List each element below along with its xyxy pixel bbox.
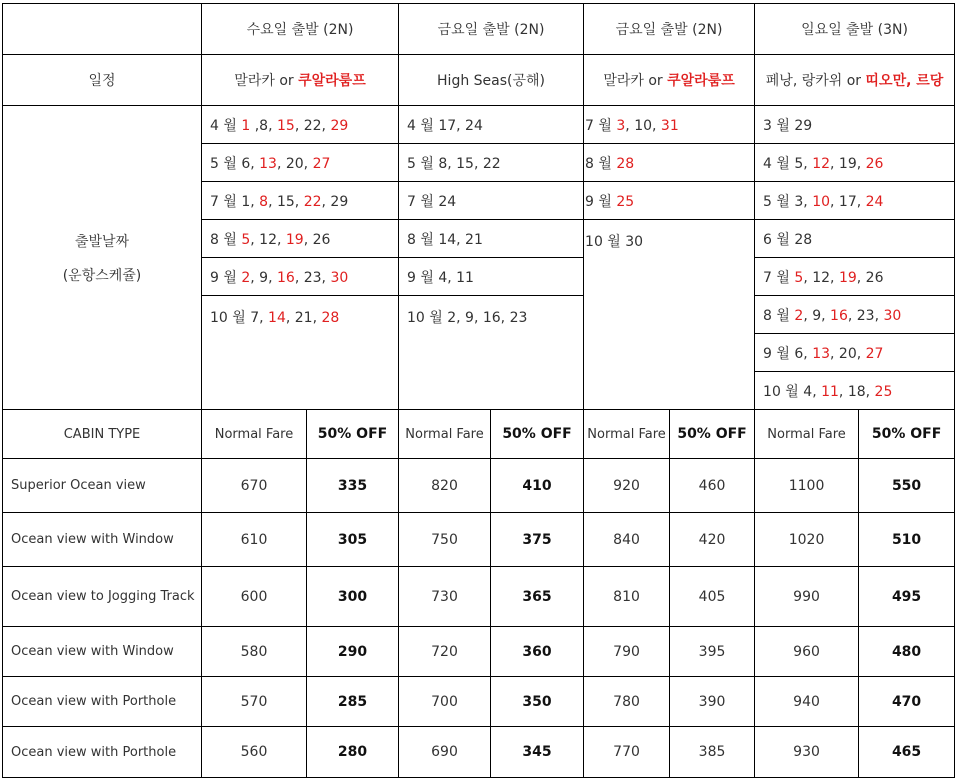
text-segment: High Seas(공해) <box>437 73 546 89</box>
date-cell <box>202 106 399 144</box>
text-segment: , 26 <box>856 269 884 286</box>
text-segment: 7 월 24 <box>407 193 457 210</box>
fare-header-row <box>3 410 955 459</box>
text-segment: 9 월 <box>585 193 617 210</box>
cabin-type-header: CABIN TYPE <box>3 410 202 459</box>
highlighted-text: 11 <box>821 383 839 400</box>
text-segment: , 17, <box>830 193 866 210</box>
normal-fare-cell: 780 <box>584 677 670 727</box>
highlighted-text: 1 <box>241 117 251 134</box>
text-segment: 5 월 8, 15, 22 <box>407 155 501 172</box>
normal-fare-cell: 920 <box>584 459 670 513</box>
discount-fare-cell: 495 <box>859 567 955 627</box>
itinerary-cell <box>755 55 955 106</box>
itinerary-cell <box>399 55 584 106</box>
discount-fare-cell: 385 <box>670 727 755 778</box>
normal-fare-cell: 940 <box>755 677 859 727</box>
text-segment: 4 월 5, <box>763 155 813 172</box>
date-cell <box>755 334 955 372</box>
discount-fare-cell: 300 <box>307 567 399 627</box>
date-cell <box>755 220 955 258</box>
highlighted-text: 3 <box>616 117 626 134</box>
discount-fare-cell: 465 <box>859 727 955 778</box>
text-segment: , 9, <box>803 307 831 324</box>
highlighted-text: 쿠알라룸프 <box>667 73 735 89</box>
text-segment: 7 월 1, <box>210 193 260 210</box>
highlighted-text: 5 <box>241 231 251 248</box>
highlighted-text: 13 <box>812 345 831 362</box>
dates-label-line: 출발날짜 <box>74 233 130 250</box>
text-segment: 7 월 <box>763 269 795 286</box>
normal-fare-cell: 600 <box>202 567 307 627</box>
highlighted-text: 30 <box>883 307 902 324</box>
discount-fare-cell: 510 <box>859 513 955 567</box>
text-segment: , 20, <box>276 155 313 172</box>
text-segment: 5 월 3, <box>763 193 813 210</box>
normal-fare-cell: 570 <box>202 677 307 727</box>
discount-fare-cell: 410 <box>491 459 584 513</box>
normal-fare-cell: 610 <box>202 513 307 567</box>
itinerary-label: 일정 <box>3 55 202 106</box>
cabin-name: Superior Ocean view <box>3 459 202 513</box>
highlighted-text: 29 <box>330 117 349 134</box>
itinerary-row <box>3 55 955 106</box>
normal-fare-header: Normal Fare <box>584 410 670 459</box>
itinerary-cell <box>584 55 755 106</box>
discount-fare-cell: 480 <box>859 627 955 677</box>
cabin-row <box>3 567 955 627</box>
header-sun: 일요일 출발 (3N) <box>755 4 955 55</box>
date-cell <box>202 144 399 182</box>
normal-fare-cell: 700 <box>399 677 491 727</box>
text-segment: 5 월 6, <box>210 155 260 172</box>
date-cell <box>755 182 955 220</box>
normal-fare-cell: 580 <box>202 627 307 677</box>
normal-fare-cell: 560 <box>202 727 307 778</box>
discount-fare-cell: 375 <box>491 513 584 567</box>
highlighted-text: 30 <box>330 269 349 286</box>
text-segment: 말라카 or <box>234 73 299 89</box>
normal-fare-cell: 930 <box>755 727 859 778</box>
date-cell <box>584 106 755 144</box>
text-segment: 8 월 <box>585 155 617 172</box>
discount-fare-cell: 470 <box>859 677 955 727</box>
cabin-name: Ocean view with Porthole <box>3 677 202 727</box>
normal-fare-cell: 790 <box>584 627 670 677</box>
text-segment: , 10, <box>625 117 661 134</box>
text-segment: , 18, <box>838 383 875 400</box>
text-segment: 4 월 <box>210 117 242 134</box>
text-segment: 10 월 2, 9, 16, 23 <box>407 310 528 326</box>
header-wed: 수요일 출발 (2N) <box>202 4 399 55</box>
date-cell <box>399 220 584 258</box>
normal-fare-cell: 1100 <box>755 459 859 513</box>
text-segment: , 15, <box>268 193 304 210</box>
discount-header: 50% OFF <box>491 410 584 459</box>
cabin-name: Ocean view with Porthole <box>3 727 202 778</box>
normal-fare-header: Normal Fare <box>755 410 859 459</box>
highlighted-text: 31 <box>660 117 679 134</box>
normal-fare-cell: 1020 <box>755 513 859 567</box>
date-cell <box>202 258 399 296</box>
date-cell <box>202 182 399 220</box>
highlighted-text: 12 <box>812 155 831 172</box>
text-segment: , 12, <box>250 231 286 248</box>
date-cell <box>399 296 584 410</box>
highlighted-text: 28 <box>616 155 635 172</box>
date-cell <box>584 144 755 182</box>
text-segment: 8 월 <box>210 231 242 248</box>
discount-header: 50% OFF <box>670 410 755 459</box>
text-segment: 10 월 7, <box>210 310 269 326</box>
highlighted-text: 19 <box>838 269 857 286</box>
cruise-fare-table <box>2 3 955 778</box>
text-segment: , 20, <box>830 345 866 362</box>
text-segment: , 22, <box>294 117 331 134</box>
date-cell <box>755 372 955 410</box>
cabin-row <box>3 727 955 778</box>
highlighted-text: 24 <box>865 193 884 210</box>
discount-fare-cell: 345 <box>491 727 584 778</box>
discount-fare-cell: 390 <box>670 677 755 727</box>
normal-fare-cell: 990 <box>755 567 859 627</box>
text-segment: 10 월 30 <box>585 234 644 250</box>
date-cell <box>399 182 584 220</box>
dates-label <box>3 106 202 410</box>
normal-fare-cell: 820 <box>399 459 491 513</box>
discount-fare-cell: 420 <box>670 513 755 567</box>
text-segment: 9 월 4, 11 <box>407 269 474 286</box>
normal-fare-cell: 730 <box>399 567 491 627</box>
header-fri-1: 금요일 출발 (2N) <box>399 4 584 55</box>
highlighted-text: 25 <box>616 193 635 210</box>
text-segment: , 21, <box>285 310 322 326</box>
text-segment: , 26 <box>303 231 331 248</box>
normal-fare-cell: 840 <box>584 513 670 567</box>
highlighted-text: 27 <box>312 155 331 172</box>
discount-fare-cell: 285 <box>307 677 399 727</box>
highlighted-text: 5 <box>794 269 804 286</box>
normal-fare-cell: 670 <box>202 459 307 513</box>
date-cell <box>584 220 755 410</box>
header-fri-2: 금요일 출발 (2N) <box>584 4 755 55</box>
dates-label-line: (운항스케쥴) <box>62 267 142 284</box>
discount-fare-cell: 550 <box>859 459 955 513</box>
date-cell <box>755 144 955 182</box>
highlighted-text: 27 <box>865 345 884 362</box>
text-segment: 말라카 or <box>603 73 668 89</box>
normal-fare-cell: 720 <box>399 627 491 677</box>
text-segment: , 23, <box>847 307 884 324</box>
text-segment: 6 월 28 <box>763 231 813 248</box>
text-segment: 4 월 17, 24 <box>407 117 483 134</box>
cabin-row <box>3 513 955 567</box>
cabin-name: Ocean view to Jogging Track <box>3 567 202 627</box>
discount-fare-cell: 290 <box>307 627 399 677</box>
date-cell <box>584 182 755 220</box>
date-cell <box>755 258 955 296</box>
discount-fare-cell: 365 <box>491 567 584 627</box>
discount-fare-cell: 395 <box>670 627 755 677</box>
cabin-rows <box>3 459 955 778</box>
date-cell <box>202 296 399 410</box>
text-segment: 8 월 <box>763 307 795 324</box>
normal-fare-header: Normal Fare <box>399 410 491 459</box>
text-segment: , 19, <box>830 155 866 172</box>
date-cell <box>399 106 584 144</box>
text-segment: 9 월 <box>210 269 242 286</box>
normal-fare-header: Normal Fare <box>202 410 307 459</box>
highlighted-text: 16 <box>276 269 295 286</box>
discount-fare-cell: 335 <box>307 459 399 513</box>
discount-fare-cell: 460 <box>670 459 755 513</box>
discount-header: 50% OFF <box>859 410 955 459</box>
text-segment: 3 월 29 <box>763 117 813 134</box>
text-segment: , 9, <box>250 269 277 286</box>
cabin-row <box>3 459 955 513</box>
text-segment: , 12, <box>803 269 839 286</box>
discount-fare-cell: 360 <box>491 627 584 677</box>
text-segment: 7 월 <box>585 117 617 134</box>
date-cell <box>399 258 584 296</box>
highlighted-text: 25 <box>874 383 893 400</box>
highlighted-text: 19 <box>285 231 304 248</box>
text-segment: 10 월 4, <box>763 383 822 400</box>
highlighted-text: 15 <box>276 117 295 134</box>
highlighted-text: 14 <box>268 310 286 326</box>
text-segment: 8 월 14, 21 <box>407 231 483 248</box>
cabin-name: Ocean view with Window <box>3 627 202 677</box>
normal-fare-cell: 960 <box>755 627 859 677</box>
date-cell <box>755 106 955 144</box>
date-cell <box>202 220 399 258</box>
highlighted-text: 8 <box>259 193 269 210</box>
cabin-row <box>3 627 955 677</box>
text-segment: ,8, <box>250 117 277 134</box>
highlighted-text: 26 <box>865 155 884 172</box>
highlighted-text: 2 <box>794 307 804 324</box>
text-segment: 9 월 6, <box>763 345 813 362</box>
discount-fare-cell: 405 <box>670 567 755 627</box>
date-cell <box>399 144 584 182</box>
highlighted-text: 13 <box>259 155 277 172</box>
header-row <box>3 4 955 55</box>
text-segment: , 23, <box>294 269 331 286</box>
discount-header: 50% OFF <box>307 410 399 459</box>
highlighted-text: 쿠알라룸프 <box>298 73 366 89</box>
discount-fare-cell: 350 <box>491 677 584 727</box>
highlighted-text: 16 <box>830 307 848 324</box>
highlighted-text: 22 <box>303 193 322 210</box>
discount-fare-cell: 280 <box>307 727 399 778</box>
itinerary-cell <box>202 55 399 106</box>
highlighted-text: 28 <box>321 310 340 326</box>
normal-fare-cell: 770 <box>584 727 670 778</box>
text-segment: 페낭, 랑카위 or <box>765 73 866 89</box>
date-cell <box>755 296 955 334</box>
highlighted-text: 2 <box>241 269 251 286</box>
highlighted-text: 띠오만, 르당 <box>865 73 944 89</box>
normal-fare-cell: 810 <box>584 567 670 627</box>
highlighted-text: 10 <box>812 193 831 210</box>
cabin-name: Ocean view with Window <box>3 513 202 567</box>
normal-fare-cell: 690 <box>399 727 491 778</box>
text-segment: , 29 <box>321 193 349 210</box>
normal-fare-cell: 750 <box>399 513 491 567</box>
discount-fare-cell: 305 <box>307 513 399 567</box>
cabin-row <box>3 677 955 727</box>
corner-cell <box>3 4 202 55</box>
